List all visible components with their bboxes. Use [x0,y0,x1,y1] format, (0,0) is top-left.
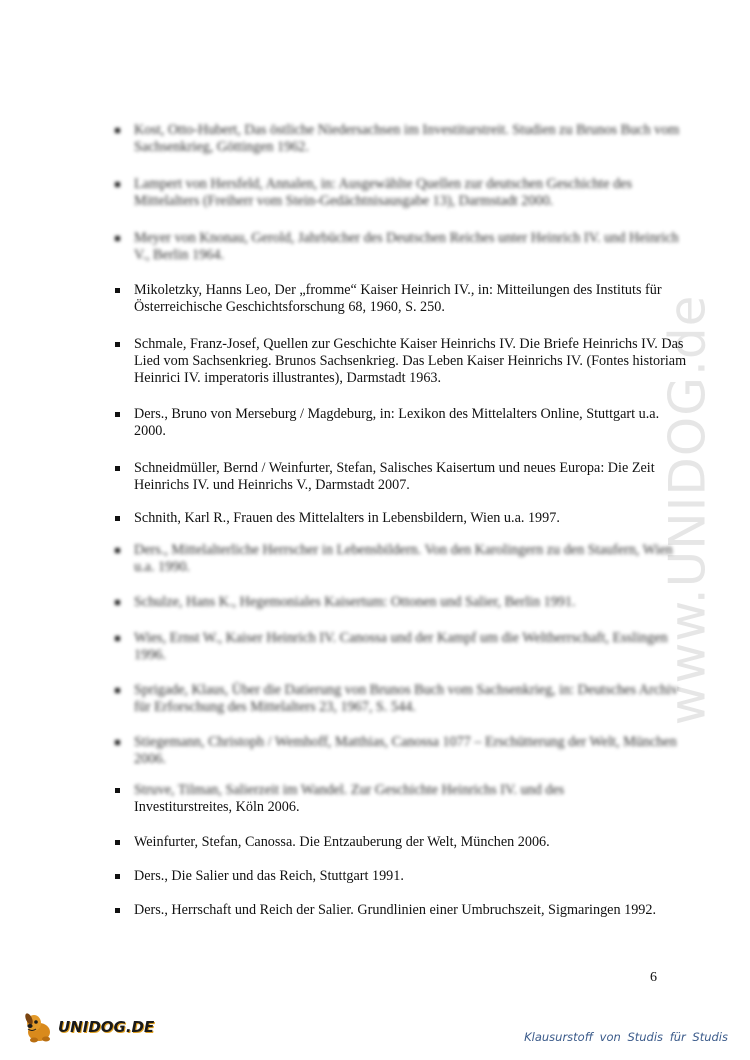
bibliography-entry [110,782,694,816]
bibliography-entry [110,406,694,440]
entry-text: Stiegemann, Christoph / Wemhoff, Matthias, Canossa 1077 – Erschütterung der Welt, München 2006. [134,734,677,767]
entry-text: Schnith, Karl R., Frauen des Mittelalters in Lebensbildern, Wien u.a. 1997. [134,510,560,526]
bibliography-entry [110,734,694,768]
entry-text: Schneidmüller, Bernd / Weinfurter, Stefan, Salisches Kaisertum und neues Europa: Die Zeit Heinrichs IV. und Heinrichs V., Darmstadt 2007. [134,460,655,493]
bibliography-entry [110,682,694,716]
entry-text: Ders., Mittelalterliche Herrscher in Lebensbildern. Von den Karolingern zu den Staufern, Wien u.a. 1990. [134,542,673,575]
logo-text: UNIDOG.DE [58,1018,155,1036]
entry-text-obscured: Struve, Tilman, Salierzeit im Wandel. Zur Geschichte Heinrichs IV. und des [134,782,565,798]
entry-text: Wies, Ernst W., Kaiser Heinrich IV. Canossa und der Kampf um die Weltherrschaft, Esslingen 1996. [134,630,668,663]
watermark-text: www.UNIDOG.de [658,294,717,726]
bibliography-entry [110,868,694,885]
entry-text: Ders., Die Salier und das Reich, Stuttgart 1991. [134,868,404,884]
entry-text: Ders., Herrschaft und Reich der Salier. Grundlinien einer Umbruchszeit, Sigmaringen 1992. [134,902,657,918]
bibliography-entry [110,176,694,210]
bibliography-entry [110,902,694,919]
entry-text: Lampert von Hersfeld, Annalen, in: Ausgewählte Quellen zur deutschen Geschichte des Mittelalters (Freiherr vom Stein-Gedächtnisausgabe 13), Darmstadt 2000. [134,176,632,209]
entry-text: Sprigade, Klaus, Über die Datierung von Brunos Buch vom Sachsenkrieg, in: Deutsches Archiv für Erforschung des Mittelalters 23, 1967, S. 544. [134,682,679,715]
dog-mascot-icon [22,1010,56,1044]
entry-text: Investiturstreites, Köln 2006. [134,799,300,815]
bibliography-entry [110,230,694,264]
bibliography-entry [110,282,694,316]
bibliography-entry [110,630,694,664]
entry-text: Schmale, Franz-Josef, Quellen zur Geschichte Kaiser Heinrichs IV. Die Briefe Heinrichs IV. Das Lied vom Sachsenkrieg. Brunos Sachsenkrieg. Das Leben Kaiser Heinrichs IV. (Fontes historiam Heinrici IV. imperatoris illustrantes), Darmstadt 1963. [134,336,687,386]
bibliography-entry [110,834,694,851]
entry-text: Schulze, Hans K., Hegemoniales Kaisertum: Ottonen und Salier, Berlin 1991. [134,594,576,610]
bibliography-entry [110,122,694,156]
footer-logo [22,1010,154,1044]
bibliography-entry [110,594,694,611]
entry-text: Mikoletzky, Hanns Leo, Der „fromme“ Kaiser Heinrich IV., in: Mitteilungen des Instituts für Österreichische Geschichtsforschung 68, 1960, S. 250. [134,282,662,315]
bibliography-entry [110,542,694,576]
entry-text: Kost, Otto-Hubert, Das östliche Niedersachsen im Investiturstreit. Studien zu Brunos Buch vom Sachsenkrieg, Göttingen 1962. [134,122,680,155]
page-number: 6 [650,970,657,985]
footer-tagline: Klausurstoff von Studis für Studis [524,1030,728,1044]
bibliography-entry [110,460,694,494]
entry-text: Weinfurter, Stefan, Canossa. Die Entzauberung der Welt, München 2006. [134,834,550,850]
bibliography-entry [110,510,694,527]
bibliography-entry [110,336,694,387]
entry-text: Ders., Bruno von Merseburg / Magdeburg, in: Lexikon des Mittelalters Online, Stuttgart u.a. 2000. [134,406,660,439]
entry-text: Meyer von Knonau, Gerold, Jahrbücher des Deutschen Reiches unter Heinrich IV. und Heinrich V., Berlin 1964. [134,230,679,263]
